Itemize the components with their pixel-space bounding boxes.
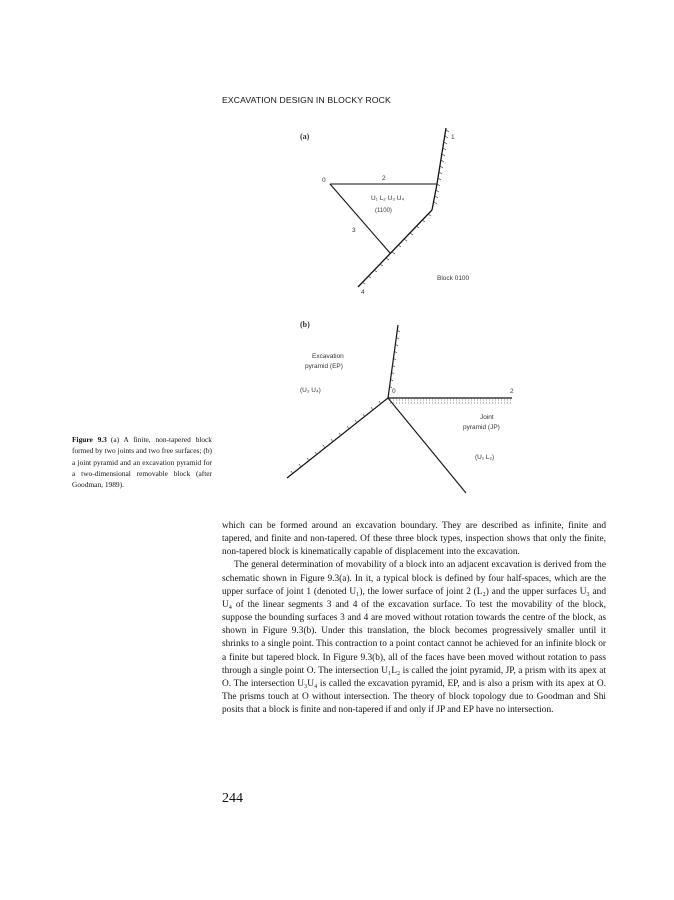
pyramid-lower-left-edge: [287, 398, 388, 478]
figure-panel-b: [287, 320, 514, 493]
body-paragraph-2: The general determination of movability of a block into an adjacent excavation is derived from the schematic shown in Figure 9.3(a). In it, a typical block is defined by four half-spaces, which are the upper surface of joint 1 (denoted U₁), the lower surface of joint 2 (L₂) and the upper surfaces U₃ and U₄ of the linear segments 3 and 4 of the excavation surface. To test the movability of the block, suppose the bounding surfaces 3 and 4 are moved without rotation towards the centre of the block, as shown in Figure 9.3(b). Under this translation, the block becomes progressively smaller until it shrinks to a single point. This contraction to a point contact cannot be achieved for an infinite block or a finite but tapered block. In Figure 9.3(b), all of the faces have been moved without rotation to pass through a single point O. The intersection U₁L₂ is called the joint pyramid, JP, a prism with its apex at O. The intersection U₃U₄ is called the excavation pyramid, EP, and is also a prism with its apex at O. The prisms touch at O without intersection. The theory of block topology due to Goodman and Shi posits that a block is finite and non-tapered if and only if JP and EP have no intersection.: [222, 560, 606, 716]
body-paragraph-1: which can be formed around an excavation boundary. They are described as infinite, finite and tapered, and finite and non-tapered. Of these three block types, inspection shows that only the finite, non-tapered block is kinematically capable of displacement into the excavation.: [222, 521, 606, 558]
joint-1-label: 1: [451, 134, 455, 141]
excavation-formula: (U₃ U₄): [300, 387, 321, 394]
vertex-o-a: 0: [322, 177, 326, 184]
joint-1-surface: [432, 128, 449, 210]
vertex-o-b: 0: [392, 388, 396, 395]
joint-2-label: 2: [382, 175, 386, 182]
joint-pyramid-line2: pyramid (JP): [463, 424, 500, 431]
figure-caption-label: Figure 9.3: [72, 435, 107, 444]
block-label: Block 0100: [437, 275, 470, 282]
running-header: EXCAVATION DESIGN IN BLOCKY ROCK: [222, 95, 391, 105]
surface-4-label: 4: [361, 289, 365, 296]
figure-panel-a: [300, 128, 470, 296]
axis-2-label: 2: [510, 388, 514, 395]
joint-pyramid-line1: Joint: [480, 414, 494, 421]
surface-3-label: 3: [352, 227, 356, 234]
figure-caption-text: (a) A finite, non-tapered block formed by two joints and two free surfaces; (b) a joint pyramid and an excavation pyramid for a two-dimensional removable block (after Goodman, 1989).: [72, 435, 212, 490]
panel-b-label: (b): [300, 320, 310, 329]
body-text: [222, 520, 606, 717]
excavation-pyramid-line1: Excavation: [312, 353, 344, 360]
pyramid-horizontal-edge: [388, 398, 512, 404]
figure-caption: [72, 434, 212, 490]
block-code: (1100): [375, 208, 392, 214]
joint-formula: (U₁ L₂): [475, 454, 495, 461]
page-number: 244: [222, 791, 243, 806]
panel-a-label: (a): [300, 132, 310, 141]
excavation-pyramid-line2: pyramid (EP): [305, 363, 343, 370]
excavation-surface-4: [358, 210, 432, 287]
pyramid-lower-right-edge: [388, 398, 466, 493]
block-formula: U₁ L₂ U₃ U₄: [371, 195, 405, 202]
